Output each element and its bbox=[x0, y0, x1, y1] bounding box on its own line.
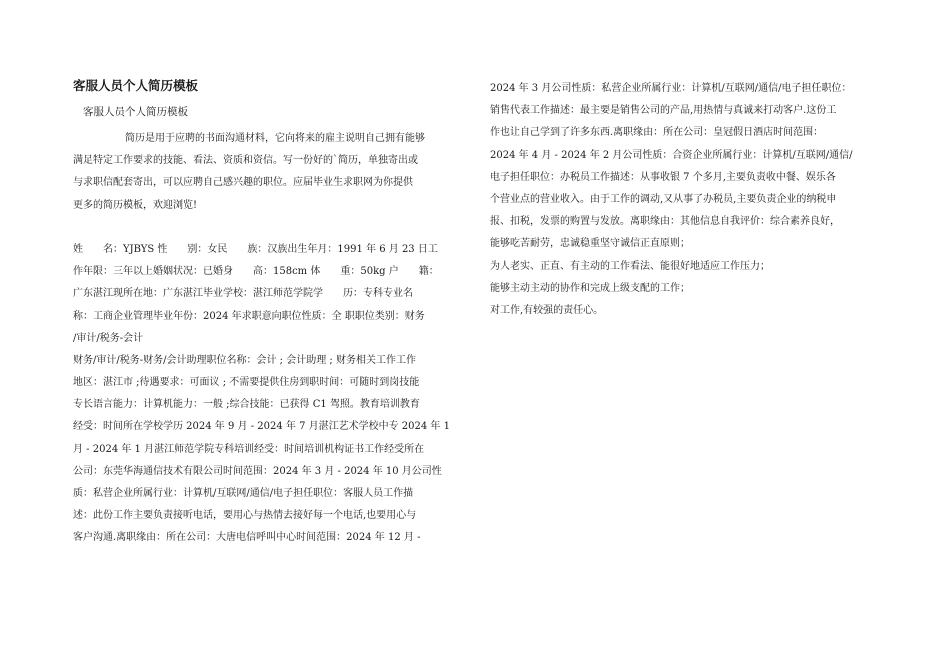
intro-line: 满足特定工作要求的技能、看法、资质和资信。写一份好的`简历，单独寄出或 bbox=[73, 155, 418, 167]
body-line: 经受：时间所在学校学历 2024 年 9 月 - 2024 年 7 月湛江艺术学校中专 2024 年 1 bbox=[73, 421, 450, 433]
body-line: 为人老实、正直、有主动的工作看法、能很好地适应工作压力； bbox=[490, 260, 770, 272]
body-line: 公司：东莞华海通信技术有限公司时间范围：2024 年 3 月 - 2024 年 10 月公司性 bbox=[73, 465, 442, 477]
body-line: 电子担任职位：办税员工作描述：从事收银 7 个多月,主要负责收中餐、娱乐各 bbox=[490, 171, 836, 183]
body-line: /审计/税务-会计 bbox=[73, 332, 144, 344]
resume-body-left bbox=[73, 239, 465, 550]
body-line: 能够吃苦耐劳，忠诚稳重坚守诚信正直原则； bbox=[490, 238, 690, 250]
body-line: 个营业点的营业收入。由于工作的调动,又从事了办税员,主要负责企业的纳税申 bbox=[490, 193, 837, 205]
resume-body-right bbox=[490, 78, 882, 322]
body-line: 称：工商企业管理毕业年份：2024 年求职意向职位性质：全 职职位类别：财务 bbox=[73, 310, 425, 322]
right-column bbox=[490, 78, 882, 322]
document-subtitle: 客服人员个人简历模板 bbox=[83, 106, 188, 118]
intro-line: 简历是用于应聘的书面沟通材料，它向将来的雇主说明自己拥有能够 bbox=[125, 133, 425, 144]
intro-line: 更多的简历模板，欢迎浏览! bbox=[73, 199, 198, 211]
intro-line: 与求职信配套寄出，可以应聘自己感兴趣的职位。应届毕业生求职网为你提供 bbox=[73, 177, 413, 189]
paragraph-gap bbox=[73, 217, 465, 239]
body-line: 报、扣税，发票的购置与发放。离职缘由：其他信息自我评价：综合素养良好， bbox=[490, 216, 840, 228]
intro-paragraph bbox=[73, 128, 465, 217]
body-line: 作也让自己学到了许多东西.离职缘由：所在公司：皇冠假日酒店时间范围： bbox=[490, 127, 824, 139]
body-line: 广东湛江现所在地：广东湛江毕业学校：湛江师范学院学 历：专科专业名 bbox=[73, 288, 413, 300]
body-line: 质：私营企业所属行业：计算机/互联网/通信/电子担任职位：客服人员工作描 bbox=[73, 488, 414, 499]
body-line: 专长语言能力：计算机能力：一般 ;综合技能：已获得 C1 驾照。教育培训教育 bbox=[73, 399, 420, 411]
body-line: 述：此份工作主要负责接听电话，要用心与热情去接好每一个电话,也要用心与 bbox=[73, 510, 417, 522]
body-line: 能够主动主动的协作和完成上级支配的工作； bbox=[490, 282, 690, 294]
body-line: 作年限：三年以上婚姻状况：已婚身 高：158cm 体 重：50kg 户 籍： bbox=[73, 266, 439, 278]
body-line: 销售代表工作描述：最主要是销售公司的产品,用热情与真诚来打动客户.这份工 bbox=[490, 105, 837, 117]
body-line: 月 - 2024 年 1 月湛江师范学院专科培训经受：时间培训机构证书工作经受所在 bbox=[73, 443, 425, 455]
body-line: 2024 年 4 月 - 2024 年 2 月公司性质：合资企业所属行业：计算机/互联网/通信/ bbox=[490, 149, 853, 161]
left-column bbox=[73, 78, 465, 550]
body-line: 2024 年 3 月公司性质：私营企业所属行业：计算机/互联网/通信/电子担任职位： bbox=[490, 83, 852, 94]
body-line: 姓 名：YJBYS 性 别：女民 族：汉族出生年月：1991 年 6 月 23 日工 bbox=[73, 243, 438, 255]
body-line: 对工作,有较强的责任心。 bbox=[490, 304, 604, 316]
body-line: 地区：湛江市 ;待遇要求：可面议 ; 不需要提供住房到职时间：可随时到岗技能 bbox=[73, 377, 420, 389]
body-line: 财务/审计/税务-财务/会计助理职位名称：会计 ; 会计助理 ; 财务相关工作工作 bbox=[73, 354, 416, 366]
body-line: 客户沟通.离职缘由：所在公司：大唐电信呼叫中心时间范围：2024 年 12 月 - bbox=[73, 532, 421, 544]
document-title: 客服人员个人简历模板 bbox=[73, 78, 199, 93]
